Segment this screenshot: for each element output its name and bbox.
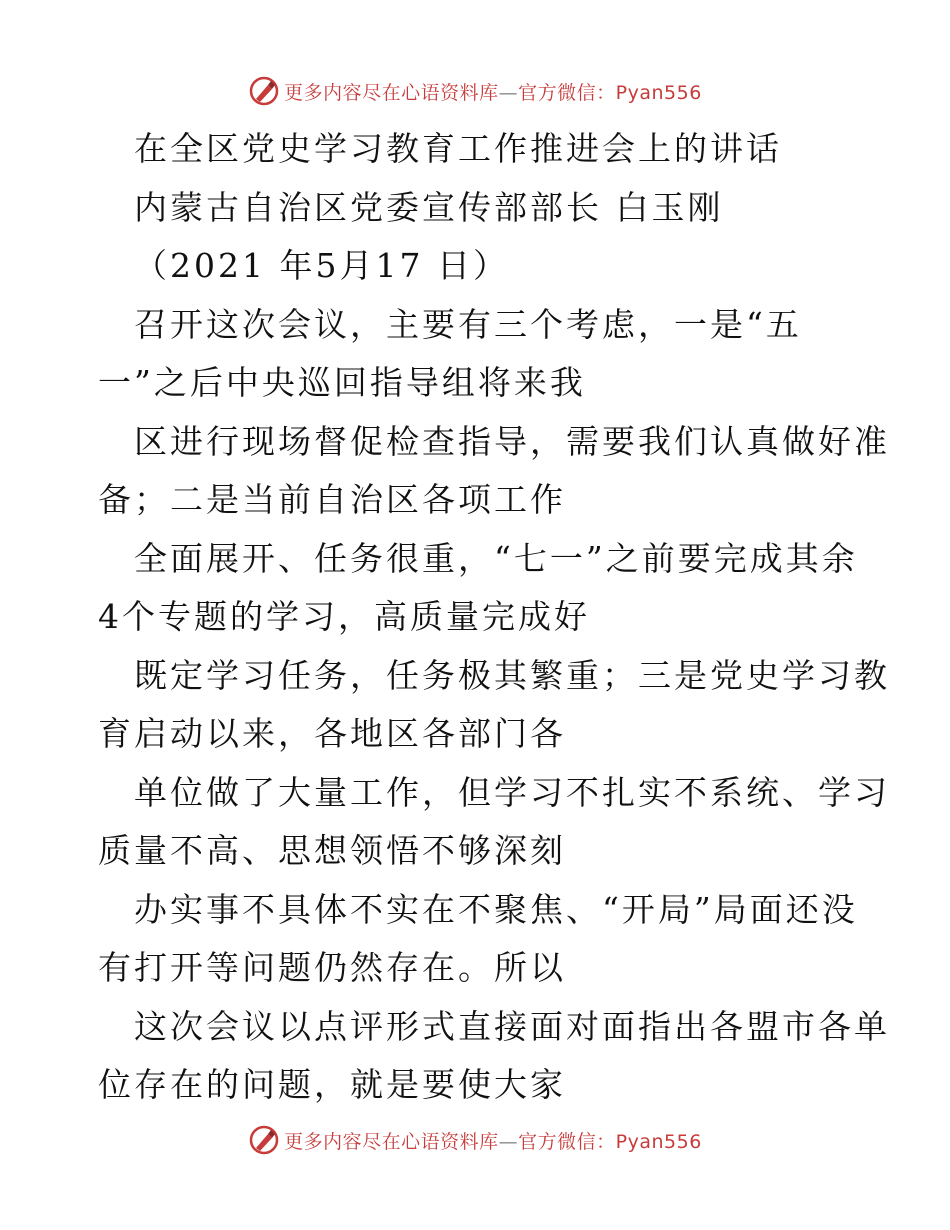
banner-text <box>284 1127 702 1154</box>
text-line: 一”之后中央巡回指导组将来我 <box>98 363 586 402</box>
document-body <box>98 120 890 1115</box>
banner-contact: 官方微信：Pyan556 <box>518 81 702 104</box>
banner-contact: 官方微信：Pyan556 <box>518 1130 702 1153</box>
text-line: 召开这次会议，主要有三个考虑，一是“五 <box>134 304 802 344</box>
text-line: 位存在的问题，就是要使大家 <box>98 1065 566 1104</box>
banner-slogan: 更多内容尽在心语资料库 <box>284 1130 499 1153</box>
text-line: 在全区党史学习教育工作推进会上的讲话 <box>134 129 782 168</box>
text-line: 既定学习任务，任务极其繁重；三是党史学习教 <box>134 655 890 695</box>
text-line: 质量不高、思想领悟不够深刻 <box>98 831 566 870</box>
text-line: 全面展开、任务很重，“七一”之前要完成其余 <box>134 538 858 578</box>
text-line: （2021 年5月17 日） <box>134 246 509 285</box>
text-line: 有打开等问题仍然存在。所以 <box>98 948 566 987</box>
banner-separator: — <box>498 1130 519 1153</box>
banner-slogan: 更多内容尽在心语资料库 <box>284 81 499 104</box>
text-line: 4个专题的学习，高质量完成好 <box>98 597 590 636</box>
footer-banner <box>0 1122 950 1158</box>
text-line: 这次会议以点评形式直接面对面指出各盟市各单 <box>134 1006 890 1046</box>
header-banner <box>0 73 950 109</box>
text-line: 备；二是当前自治区各项工作 <box>98 480 566 519</box>
pen-logo-icon <box>248 75 280 107</box>
text-line: 区进行现场督促检查指导，需要我们认真做好准 <box>134 421 890 461</box>
text-line: 单位做了大量工作，但学习不扎实不系统、学习 <box>134 772 890 812</box>
text-line: 育启动以来，各地区各部门各 <box>98 714 566 753</box>
pen-logo-icon <box>248 1124 280 1156</box>
banner-text <box>284 78 702 105</box>
text-line: 内蒙古自治区党委宣传部部长 白玉刚 <box>134 187 724 227</box>
text-line: 办实事不具体不实在不聚焦、“开局”局面还没 <box>134 889 858 929</box>
banner-separator: — <box>498 81 519 104</box>
